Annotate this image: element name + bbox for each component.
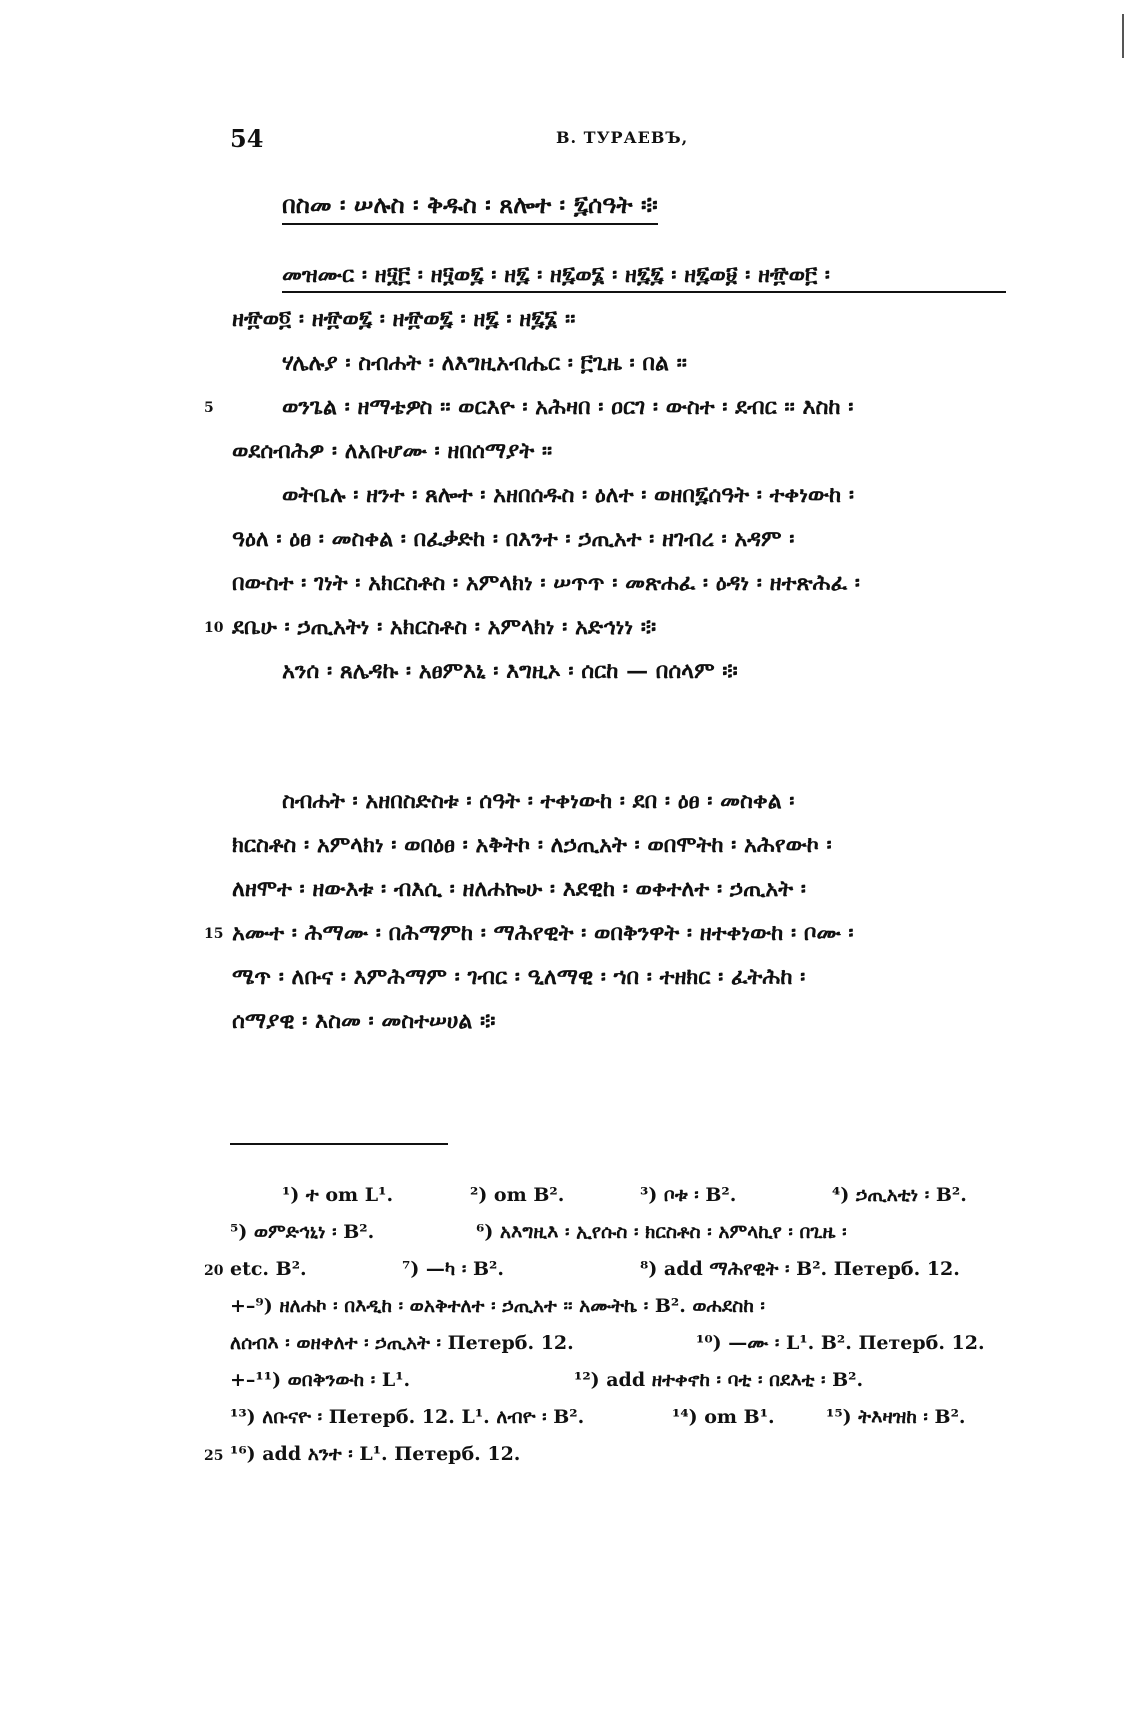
line-number: 10 <box>204 620 224 636</box>
footnote: ለሰብእ ፡ ወዘቀለተ ፡ ኃጢአት ፡ Петерб. 12. <box>230 1332 574 1354</box>
footnote: ¹²) add ዘተቀኖከ ፡ ባቲ ፡ በደእቲ ፡ B². <box>574 1369 864 1391</box>
text-line: ለዘሞተ ፡ ዘውእቱ ፡ ብእሲ ፡ ዘለሐኰሁ ፡ እደዊከ ፡ ወቀተለተ ፡ ኃጢአት ፡ <box>232 876 806 902</box>
page-edge-mark <box>1122 14 1124 58</box>
text-line: ወትቤሉ ፡ ዘንተ ፡ ጸሎተ ፡ አዘበሰዱስ ፡ ዕለተ ፡ ወዘበ፯ሰዓት ፡ ተቀነውከ ፡ <box>282 482 855 508</box>
footnote: +–⁹) ዘለሐኮ ፡ በእዲከ ፡ ወአቅተለተ ፡ ኃጢአተ ፡፡ አሙትኬ ፡ B². ወሐደስከ ፡ <box>230 1295 765 1317</box>
footnote: etc. B². <box>230 1258 307 1280</box>
footnote: +–¹¹) ወበቅንውከ ፡ L¹. <box>230 1369 411 1391</box>
page-number: 54 <box>230 124 264 153</box>
text-line: ሃሌሉያ ፡ ስብሐት ፡ ለእግዚአብሔር ፡ ፫ጊዜ ፡ በል ፡፡ <box>282 350 687 376</box>
footnote: ⁶) አእግዚእ ፡ ኢየሱስ ፡ ክርስቶስ ፡ አምላኪየ ፡ በጊዜ ፡ <box>476 1221 847 1243</box>
footnote: ⁴) ኃጢአቲነ ፡ B². <box>832 1184 967 1206</box>
footnote: ¹³) ለቡናዮ ፡ Петерб. 12. L¹. ለብዮ ፡ B². <box>230 1406 585 1428</box>
line-number: 25 <box>204 1448 224 1464</box>
section-heading: በስመ ፡ ሠሉስ ፡ ቅዱስ ፡ ጸሎተ ፡ ፯ሰዓት ፨ <box>282 190 658 225</box>
text-line: አሙተ ፡ ሕማሙ ፡ በሕማምከ ፡ ማሕየዊት ፡ ወበቅንዋት ፡ ዘተቀነውከ ፡ ቦሙ ፡ <box>232 920 854 946</box>
running-head: В. ТУРАЕВЪ, <box>556 128 689 147</box>
footnote: ²) om B². <box>470 1184 565 1206</box>
footnote: ⁵) ወምድኅኒነ ፡ B². <box>230 1221 375 1243</box>
footnote: ¹⁵) ትእዛዝከ ፡ B². <box>826 1406 966 1428</box>
footnote: ⁷) —ካ ፡ B². <box>402 1258 504 1280</box>
text-line: ሰማያዊ ፡ እስመ ፡ መስተሠሀል ፨ <box>232 1008 496 1034</box>
line-number: 15 <box>204 926 224 942</box>
text-line: ክርስቶስ ፡ አምላክነ ፡ ወበዕፀ ፡ አቅትኮ ፡ ለኃጢአት ፡ ወበሞትከ ፡ አሕየውኮ ፡ <box>232 832 832 858</box>
line-number: 5 <box>204 400 214 416</box>
text-line: መዝሙር ፡ ዘ፶፫ ፡ ዘ፶ወ፯ ፡ ዘ፯ ፡ ዘ፯ወ፮ ፡ ዘ፯፯ ፡ ዘ፯ወ፱ ፡ ዘ፹ወ፫ ፡ <box>282 262 1006 293</box>
text-line: ወንጌል ፡ ዘማቴዎስ ፡፡ ወርእዮ ፡ አሕዛበ ፡ ዐርገ ፡ ውስተ ፡ ደብር ፡፡ እስከ ፡ <box>282 394 854 420</box>
footnote: ¹⁰) —ሙ ፡ L¹. B². Петерб. 12. <box>696 1332 985 1354</box>
footnote: ⁸) add ማሕየዊት ፡ B². Петерб. 12. <box>640 1258 960 1280</box>
footnote: ¹) ተ om L¹. <box>282 1184 394 1206</box>
text-line: ደቤሁ ፡ ኃጢአትነ ፡ አክርስቶስ ፡ አምላክነ ፡ አድኅነነ ፨ <box>232 614 657 640</box>
line-number: 20 <box>204 1263 224 1279</box>
text-line: ዓዕለ ፡ ዕፀ ፡ መስቀል ፡ በፈቃድከ ፡ በእንተ ፡ ኃጢአተ ፡ ዘገብረ ፡ አዳም ፡ <box>232 526 795 552</box>
footnote: ¹⁴) om B¹. <box>672 1406 775 1428</box>
footnote-separator <box>230 1143 448 1145</box>
text-line: አንሰ ፡ ጸሌዳኩ ፡ አፀምእኒ ፡ እግዚኦ ፡ ሰርከ — በሰላም ፨ <box>282 658 738 684</box>
text-line: ዘ፹ወ፬ ፡ ዘ፹ወ፯ ፡ ዘ፹ወ፯ ፡ ዘ፯ ፡ ዘ፯፮ ፡፡ <box>232 306 576 332</box>
footnote: ³) ቦቱ ፡ B². <box>640 1184 737 1206</box>
text-line: ወደሰብሕዎ ፡ ለአቡሆሙ ፡ ዘበሰማያት ፡፡ <box>232 438 553 464</box>
text-line: ሜጥ ፡ ለቡና ፡ እምሕማም ፡ ገብር ፡ ዒለማዊ ፡ ኀበ ፡ ተዘክር ፡ ፈትሕከ ፡ <box>232 964 806 990</box>
footnote: ¹⁶) add አንተ ፡ L¹. Петерб. 12. <box>230 1443 521 1465</box>
text-line: በውስተ ፡ ገነት ፡ አክርስቶስ ፡ አምላክነ ፡ ሠጥጥ ፡ መጽሐፈ ፡ ዕዳነ ፡ ዘተጽሕፈ ፡ <box>232 570 860 596</box>
text-line: ስብሐት ፡ አዘበስድስቱ ፡ ሰዓት ፡ ተቀነውከ ፡ ደበ ፡ ዕፀ ፡ መስቀል ፡ <box>282 788 795 814</box>
